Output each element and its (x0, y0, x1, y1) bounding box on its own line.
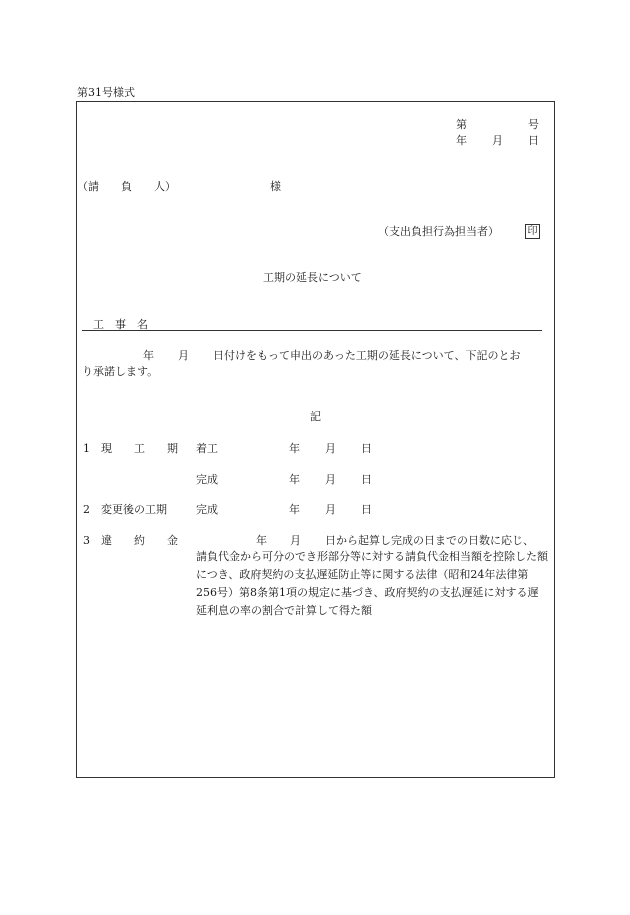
item1-start-label: 着工 (196, 442, 218, 455)
item2-end-month: 月 (325, 503, 336, 516)
body-text-line2: り承諾します。 (82, 365, 159, 378)
item3-year: 年 (256, 534, 267, 547)
body-month: 月 (178, 349, 189, 362)
item3-text-line1: 日から起算し完成の日までの日数に応じ、 (325, 534, 534, 547)
item2-end-year: 年 (289, 503, 300, 516)
project-name-underline (82, 330, 542, 331)
date-month: 月 (492, 134, 503, 147)
item1-end-month: 月 (325, 473, 336, 486)
item1-start-day: 日 (361, 442, 372, 455)
item3-label: 違 約 金 (101, 534, 178, 547)
date-day: 日 (528, 134, 539, 147)
item3-number: 3 (83, 534, 90, 547)
item3-text-body: 請負代金から可分のでき形部分等に対する請負代金相当額を控除した額につき、政府契約の支払遅延防止等に関する法律（昭和24年法律第256号）第8条第1項の規定に基づき、政府契約の支払遅延に対する遅延利息の率の割合で計算して得た額 (196, 550, 548, 617)
doc-number-prefix: 第 (456, 118, 467, 131)
addressee-contractor: （請 負 人） (77, 180, 176, 193)
item1-end-label: 完成 (196, 473, 218, 486)
ki-heading: 記 (310, 410, 321, 423)
doc-number-suffix: 号 (528, 118, 539, 131)
item2-end-label: 完成 (196, 503, 218, 516)
project-name-label: 工 事 名 (93, 318, 148, 331)
item2-end-day: 日 (361, 503, 372, 516)
item1-start-year: 年 (289, 442, 300, 455)
form-frame (76, 101, 555, 778)
item2-label: 変更後の工期 (101, 503, 167, 516)
item1-number: 1 (83, 442, 90, 455)
item1-end-day: 日 (361, 473, 372, 486)
item3-month: 月 (290, 534, 301, 547)
body-year: 年 (143, 349, 154, 362)
date-year: 年 (456, 134, 467, 147)
body-text-line1: 日付けをもって申出のあった工期の延長について、下記のとお (213, 349, 521, 362)
official-title: （支出負担行為担当者） (378, 225, 499, 238)
item2-number: 2 (83, 503, 90, 516)
addressee-honorific: 様 (270, 180, 281, 193)
item1-end-year: 年 (289, 473, 300, 486)
document-title: 工期の延長について (263, 271, 362, 284)
form-number: 第31号様式 (77, 86, 135, 99)
item1-start-month: 月 (325, 442, 336, 455)
item1-label: 現 工 期 (101, 442, 178, 455)
seal-stamp: 印 (525, 224, 540, 239)
